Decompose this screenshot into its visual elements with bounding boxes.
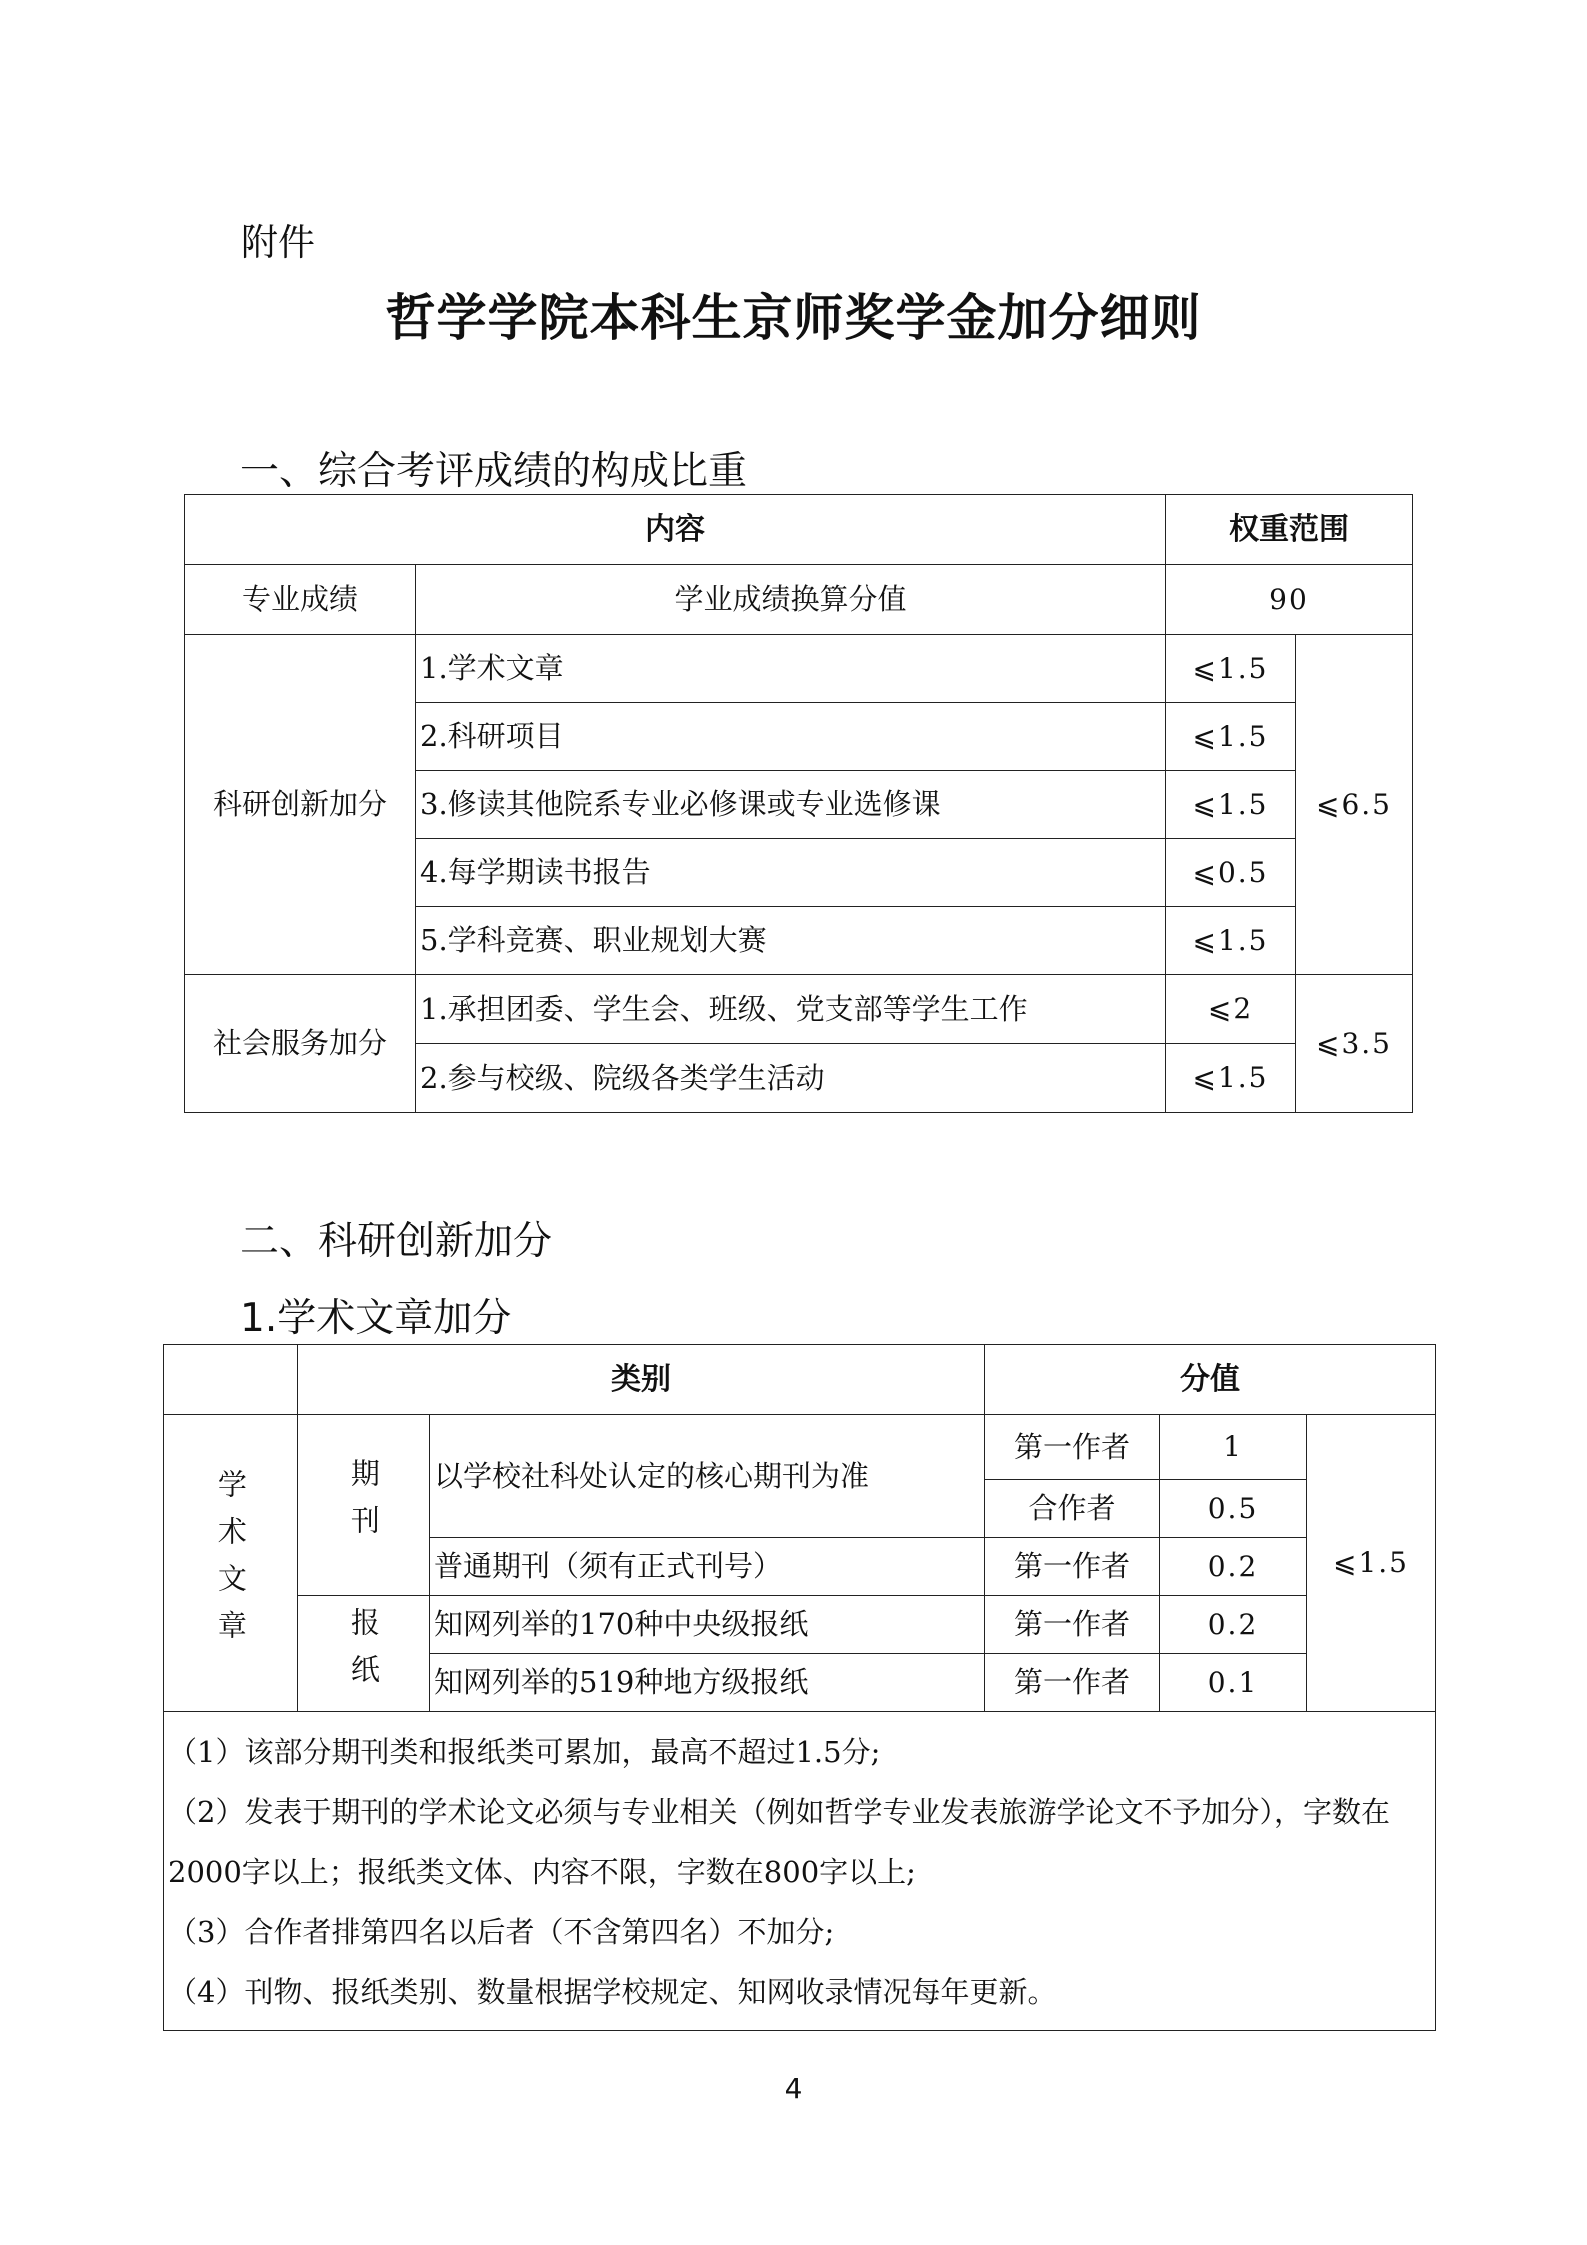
category-journal: [298, 1415, 430, 1596]
core-journal-desc: 以学校社科处认定的核心期刊为准: [430, 1415, 985, 1538]
category-journal-text: 期刊: [346, 1458, 381, 1552]
research-weight: ⩽1.5: [1166, 703, 1296, 771]
research-item: 3.修读其他院系专业必修课或专业选修课: [416, 771, 1166, 839]
header-blank: [164, 1345, 298, 1415]
points-value: 0.1: [1160, 1654, 1307, 1712]
author-role: 第一作者: [985, 1654, 1160, 1712]
subsection-heading: 1.学术文章加分: [240, 1296, 512, 1341]
section1-heading: 一、综合考评成绩的构成比重: [240, 449, 748, 494]
category-service: 社会服务加分: [185, 975, 416, 1113]
category-major: 专业成绩: [185, 565, 416, 635]
service-item: 1.承担团委、学生会、班级、党支部等学生工作: [416, 975, 1166, 1044]
research-item: 1.学术文章: [416, 635, 1166, 703]
research-item: 2.科研项目: [416, 703, 1166, 771]
table-header-row: [185, 495, 1413, 565]
central-paper-desc: 知网列举的170种中央级报纸: [430, 1596, 985, 1654]
service-item: 2.参与校级、院级各类学生活动: [416, 1044, 1166, 1113]
research-item: 4.每学期读书报告: [416, 839, 1166, 907]
note-item: （1）该部分期刊类和报纸类可累加，最高不超过1.5分;: [168, 1735, 881, 1769]
header-content: 内容: [185, 495, 1166, 565]
category-newspaper: [298, 1596, 430, 1712]
local-paper-desc: 知网列举的519种地方级报纸: [430, 1654, 985, 1712]
table-row: [164, 1596, 1436, 1654]
item-major: 学业成绩换算分值: [416, 565, 1166, 635]
category-academic-article: [164, 1415, 298, 1712]
table-header-row: [164, 1345, 1436, 1415]
points-value: 0.5: [1160, 1480, 1307, 1538]
research-total: ⩽6.5: [1296, 635, 1413, 975]
notes-row: [164, 1712, 1436, 2031]
note-item: （2）发表于期刊的学术论文必须与专业相关（例如哲学专业发表旅游学论文不予加分），字数在2000字以上；报纸类文体、内容不限，字数在800字以上;: [168, 1795, 1390, 1889]
note-item: （3）合作者排第四名以后者（不含第四名）不加分;: [168, 1915, 835, 1949]
table-row: [185, 565, 1413, 635]
notes-cell: [164, 1712, 1436, 2031]
header-weight: 权重范围: [1166, 495, 1413, 565]
header-value: 分值: [985, 1345, 1436, 1415]
header-category: 类别: [298, 1345, 985, 1415]
document-title: 哲学学院本科生京师奖学金加分细则: [385, 289, 1202, 347]
service-weight: ⩽2: [1166, 975, 1296, 1044]
research-weight: ⩽1.5: [1166, 771, 1296, 839]
research-weight: ⩽1.5: [1166, 635, 1296, 703]
page-number: 4: [784, 2072, 803, 2105]
author-role: 第一作者: [985, 1415, 1160, 1480]
points-value: 1: [1160, 1415, 1307, 1480]
table-row: [185, 635, 1413, 703]
attachment-label: 附件: [241, 221, 315, 264]
points-value: 0.2: [1160, 1596, 1307, 1654]
weight-table: [184, 494, 1413, 1113]
research-weight: ⩽0.5: [1166, 839, 1296, 907]
table-row: [164, 1415, 1436, 1480]
service-total: ⩽3.5: [1296, 975, 1413, 1113]
author-role: 合作者: [985, 1480, 1160, 1538]
research-weight: ⩽1.5: [1166, 907, 1296, 975]
section2-heading: 二、科研创新加分: [240, 1219, 553, 1264]
article-points-table: [163, 1344, 1436, 2031]
category-newspaper-text: 报纸: [346, 1606, 381, 1701]
category-academic-article-text: 学术文章: [213, 1469, 248, 1657]
note-item: （4）刊物、报纸类别、数量根据学校规定、知网收录情况每年更新。: [168, 1975, 1057, 2009]
table-row: [185, 975, 1413, 1044]
author-role: 第一作者: [985, 1538, 1160, 1596]
normal-journal-desc: 普通期刊（须有正式刊号）: [430, 1538, 985, 1596]
points-value: 0.2: [1160, 1538, 1307, 1596]
author-role: 第一作者: [985, 1596, 1160, 1654]
research-item: 5.学科竞赛、职业规划大赛: [416, 907, 1166, 975]
article-total: ⩽1.5: [1307, 1415, 1436, 1712]
service-weight: ⩽1.5: [1166, 1044, 1296, 1113]
category-research: 科研创新加分: [185, 635, 416, 975]
weight-major: 90: [1166, 565, 1413, 635]
